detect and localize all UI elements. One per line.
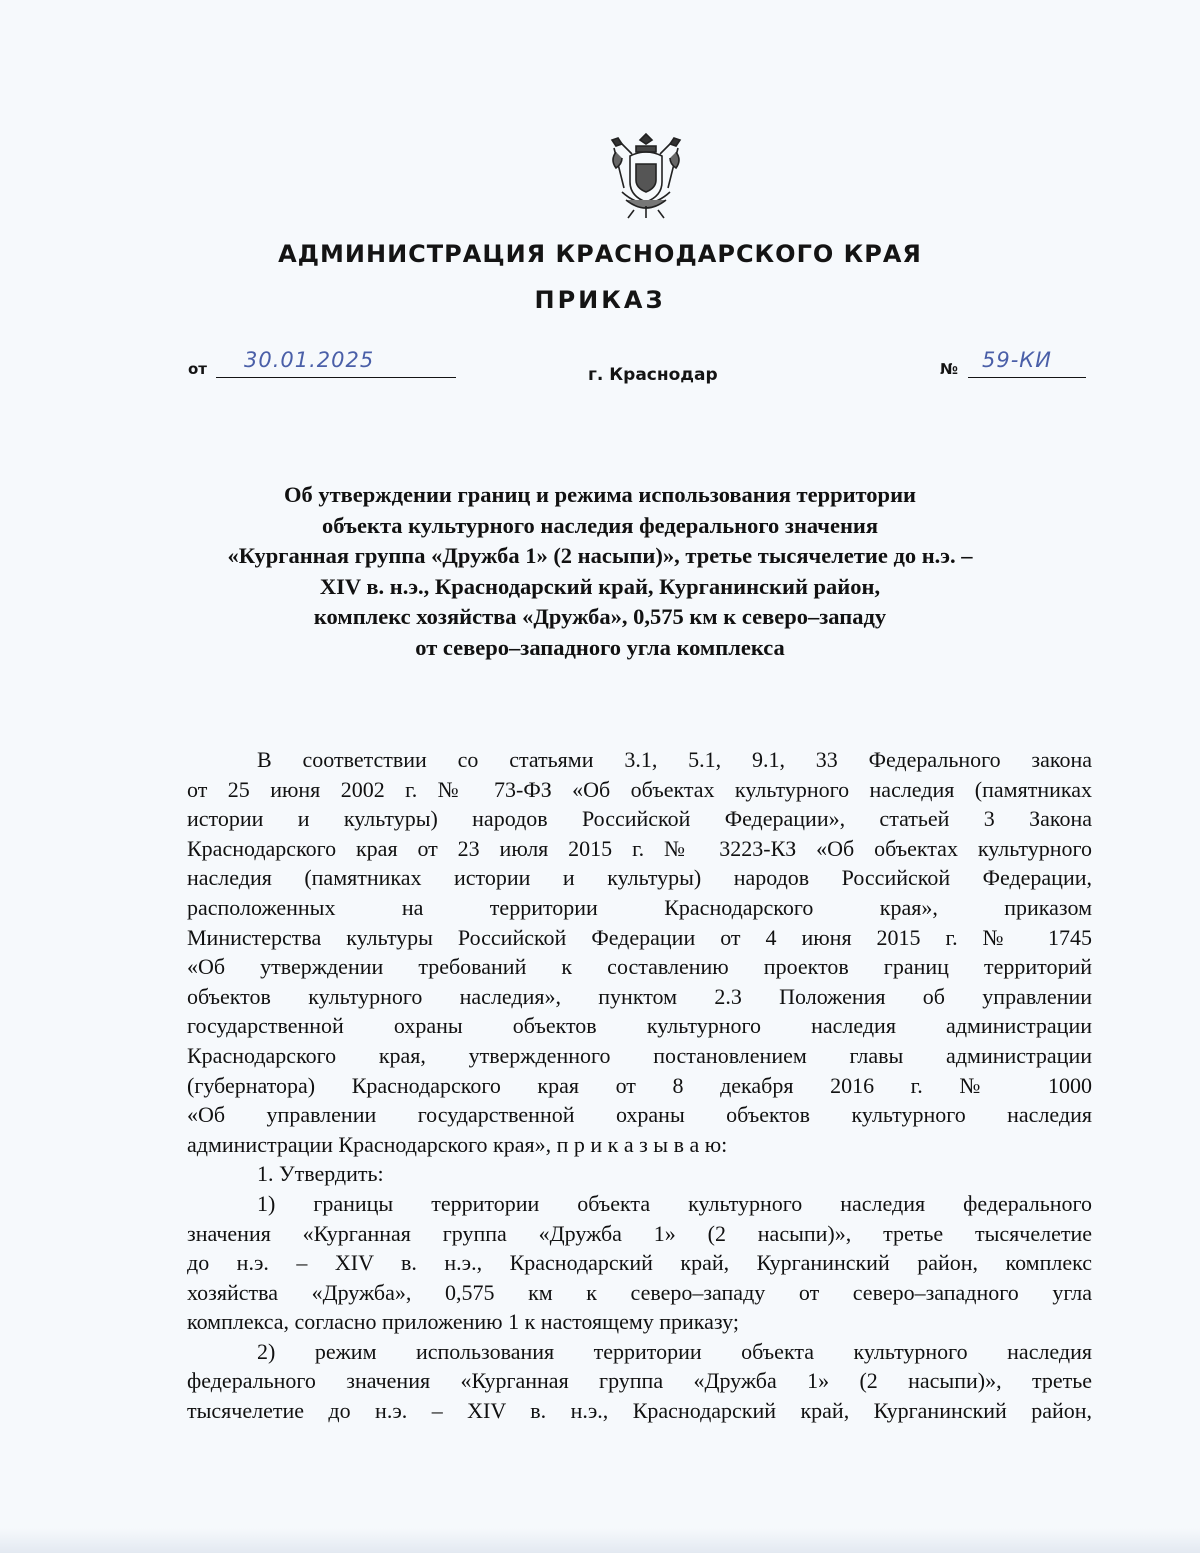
- body-line: тысячелетие до н.э. – XIV в. н.э., Краснодарский край, Курганинский район,: [187, 1398, 1092, 1424]
- body-line: (губернатора) Краснодарского края от 8 декабря 2016 г. № 1000: [187, 1072, 1092, 1098]
- body-line: администрации Краснодарского края», п р и к а з ы в а ю:: [187, 1131, 728, 1157]
- body-line: от 25 июня 2002 г. № 73-ФЗ «Об объектах культурного наследия (памятниках: [187, 776, 1092, 802]
- body-line: 2) режим использования территории объекта культурного наследия: [257, 1338, 1092, 1364]
- body-line: объектов культурного наследия», пунктом 2.3 Положения об управлении: [187, 983, 1092, 1009]
- body-line: до н.э. – XIV в. н.э., Краснодарский край, Курганинский район, комплекс: [187, 1250, 1092, 1276]
- body-line: Краснодарского края от 23 июля 2015 г. № 3223-КЗ «Об объектах культурного: [187, 835, 1092, 861]
- body-line: значения «Курганная группа «Дружба 1» (2 насыпи)», третье тысячелетие: [187, 1220, 1092, 1246]
- body-line: 1) границы территории объекта культурного наследия федерального: [257, 1190, 1092, 1216]
- body-line: истории и культуры) народов Российской Федерации», статьей 3 Закона: [187, 806, 1092, 832]
- body-line: расположенных на территории Краснодарского края», приказом: [187, 894, 1092, 920]
- number-underline: [968, 377, 1086, 378]
- number-label: №: [940, 360, 959, 378]
- body-line: наследия (памятниках истории и культуры) народов Российской Федерации,: [187, 865, 1092, 891]
- body-line: В соответствии со статьями 3.1, 5.1, 9.1, 33 Федерального закона: [257, 747, 1092, 772]
- title-line: XIV в. н.э., Краснодарский край, Курганинский район,: [319, 573, 881, 599]
- title-line: от северо–западного угла комплекса: [415, 634, 785, 660]
- body-line: хозяйства «Дружба», 0,575 км к северо–западу от северо–западного угла: [187, 1279, 1092, 1305]
- number-field: [940, 346, 1088, 376]
- title-line: «Курганная группа «Дружба 1» (2 насыпи)», третье тысячелетие до н.э. –: [227, 543, 973, 568]
- body-line: 1. Утвердить:: [257, 1161, 384, 1187]
- date-underline: [216, 377, 456, 378]
- body-line: федерального значения «Курганная группа «Дружба 1» (2 насыпи)», третье: [187, 1368, 1092, 1394]
- document-body: [187, 745, 1092, 1426]
- number-handwritten: 59-КИ: [982, 348, 1052, 372]
- date-label: от: [188, 360, 207, 378]
- title-line: Об утверждении границ и режима использования территории: [283, 482, 917, 507]
- document-title: [150, 480, 1050, 663]
- body-line: Министерства культуры Российской Федерации от 4 июня 2015 г. № 1745: [187, 924, 1092, 950]
- body-line: «Об утверждении требований к составлению проектов границ территорий: [187, 954, 1092, 980]
- title-line: комплекс хозяйства «Дружба», 0,575 км к северо–западу: [313, 604, 887, 629]
- organization-name: АДМИНИСТРАЦИЯ КРАСНОДАРСКОГО КРАЯ: [278, 240, 922, 268]
- document-type: ПРИКАЗ: [534, 286, 666, 314]
- coat-of-arms-emblem: [606, 130, 686, 222]
- date-field: [188, 346, 460, 376]
- body-line: Краснодарского края, утвержденного постановлением главы администрации: [187, 1042, 1092, 1068]
- date-handwritten: 30.01.2025: [244, 348, 375, 372]
- scan-edge-shadow: [0, 1528, 1200, 1553]
- city-name: г. Краснодар: [588, 365, 718, 385]
- title-line: объекта культурного наследия федерального значения: [321, 512, 879, 538]
- body-line: «Об управлении государственной охраны объектов культурного наследия: [187, 1102, 1092, 1128]
- body-line: комплекса, согласно приложению 1 к настоящему приказу;: [187, 1309, 739, 1335]
- body-line: государственной охраны объектов культурного наследия администрации: [187, 1013, 1092, 1039]
